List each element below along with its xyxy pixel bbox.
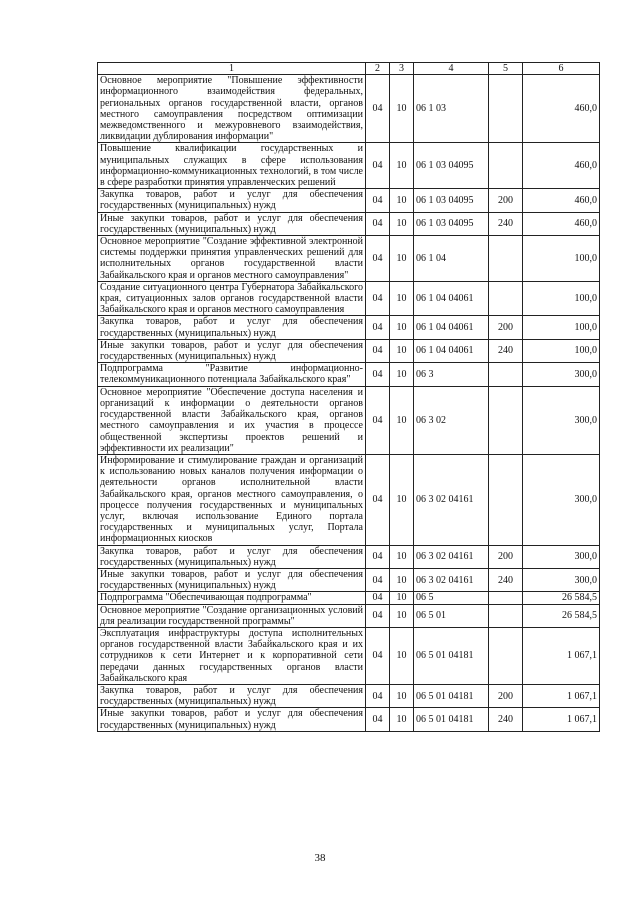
row-code-cell: 06 1 04 04061 [414,316,489,339]
table-body [98,75,600,732]
col-header-3: 3 [390,63,414,75]
row-type-cell: 200 [489,189,523,212]
row-section-cell: 04 [366,627,390,684]
header-row [98,63,600,75]
row-name-cell: Эксплуатация инфраструктуры доступа исполнительных органов государственной власти Забайкальского края и их сотрудников к сети Интернет и к корпоративной сети передачи данных государственных органов власти Забайкальского края [98,627,366,684]
row-amount-cell: 300,0 [523,568,600,591]
row-type-cell [489,363,523,386]
row-amount-cell: 460,0 [523,143,600,189]
table-row [98,454,600,545]
row-subsection-cell: 10 [390,212,414,235]
row-type-cell: 240 [489,568,523,591]
row-subsection-cell: 10 [390,189,414,212]
row-name-cell: Закупка товаров, работ и услуг для обеспечения государственных (муниципальных) нужд [98,684,366,707]
row-section-cell: 04 [366,143,390,189]
row-type-cell [489,627,523,684]
row-subsection-cell: 10 [390,708,414,731]
row-amount-cell: 300,0 [523,454,600,545]
row-subsection-cell: 10 [390,316,414,339]
col-header-5: 5 [489,63,523,75]
table-row [98,236,600,282]
row-section-cell: 04 [366,75,390,143]
row-amount-cell: 100,0 [523,339,600,362]
row-code-cell: 06 5 01 04181 [414,708,489,731]
col-header-6: 6 [523,63,600,75]
row-code-cell: 06 3 02 04161 [414,454,489,545]
row-subsection-cell: 10 [390,363,414,386]
row-subsection-cell: 10 [390,236,414,282]
table-row [98,627,600,684]
row-name-cell: Информирование и стимулирование граждан и организаций к использованию новых каналов получения информации о деятельности органов исполнительной власти Забайкальского края, органов местного самоуправления, о процессе получения государственных и муниципальных услуг, включая использование Единого портала государственных и муниципальных услуг, Портала информационных киосков [98,454,366,545]
row-name-cell: Иные закупки товаров, работ и услуг для обеспечения государственных (муниципальных) нужд [98,339,366,362]
row-section-cell: 04 [366,386,390,454]
row-name-cell: Создание ситуационного центра Губернатора Забайкальского края, ситуационных залов органов государственной власти Забайкальского края и органов местного самоуправления [98,281,366,316]
row-code-cell: 06 5 [414,592,489,604]
row-amount-cell: 460,0 [523,212,600,235]
row-amount-cell: 300,0 [523,386,600,454]
row-type-cell: 240 [489,212,523,235]
row-type-cell [489,386,523,454]
row-section-cell: 04 [366,568,390,591]
row-name-cell: Иные закупки товаров, работ и услуг для обеспечения государственных (муниципальных) нужд [98,708,366,731]
table-row [98,386,600,454]
row-code-cell: 06 3 02 [414,386,489,454]
col-header-2: 2 [366,63,390,75]
row-code-cell: 06 3 [414,363,489,386]
row-subsection-cell: 10 [390,684,414,707]
table-row [98,708,600,731]
row-section-cell: 04 [366,339,390,362]
row-type-cell [489,143,523,189]
row-type-cell [489,604,523,627]
row-amount-cell: 300,0 [523,363,600,386]
row-section-cell: 04 [366,708,390,731]
row-code-cell: 06 1 03 04095 [414,212,489,235]
row-amount-cell: 100,0 [523,316,600,339]
table-row [98,281,600,316]
row-name-cell: Иные закупки товаров, работ и услуг для обеспечения государственных (муниципальных) нужд [98,212,366,235]
table-row [98,189,600,212]
row-amount-cell: 1 067,1 [523,627,600,684]
row-code-cell: 06 1 03 04095 [414,143,489,189]
row-name-cell: Закупка товаров, работ и услуг для обеспечения государственных (муниципальных) нужд [98,189,366,212]
row-name-cell: Основное мероприятие "Обеспечение доступа населения и организаций к информации о деятельности органов государственной власти Забайкальского края, органов местного самоуправления и их участия в процессе общественной экспертизы проектов решений и эффективности их реализации" [98,386,366,454]
row-code-cell: 06 1 04 04061 [414,339,489,362]
row-code-cell: 06 5 01 04181 [414,684,489,707]
row-amount-cell: 460,0 [523,75,600,143]
row-subsection-cell: 10 [390,627,414,684]
row-amount-cell: 100,0 [523,281,600,316]
budget-table [97,62,600,732]
row-amount-cell: 1 067,1 [523,708,600,731]
row-type-cell: 240 [489,708,523,731]
row-code-cell: 06 3 02 04161 [414,568,489,591]
row-type-cell [489,592,523,604]
row-section-cell: 04 [366,545,390,568]
row-name-cell: Основное мероприятие "Создание организационных условий для реализации государственной программы" [98,604,366,627]
row-code-cell: 06 1 03 [414,75,489,143]
table-row [98,684,600,707]
row-subsection-cell: 10 [390,339,414,362]
row-section-cell: 04 [366,592,390,604]
row-section-cell: 04 [366,316,390,339]
table-row [98,545,600,568]
row-name-cell: Основное мероприятие "Повышение эффективности информационного взаимодействия федеральных, региональных органов государственной власти, органов местного самоуправления посредством оптимизации межведомственного и межуровневого взаимодействия, ликвидации дублирования информации" [98,75,366,143]
row-code-cell: 06 1 04 [414,236,489,282]
col-header-4: 4 [414,63,489,75]
row-section-cell: 04 [366,454,390,545]
table-row [98,363,600,386]
col-header-1: 1 [98,63,366,75]
row-section-cell: 04 [366,363,390,386]
row-type-cell: 200 [489,316,523,339]
row-code-cell: 06 1 03 04095 [414,189,489,212]
row-amount-cell: 1 067,1 [523,684,600,707]
table-row [98,568,600,591]
page-number: 38 [314,852,326,864]
row-code-cell: 06 5 01 04181 [414,627,489,684]
row-code-cell: 06 1 04 04061 [414,281,489,316]
row-section-cell: 04 [366,684,390,707]
table-row [98,604,600,627]
row-subsection-cell: 10 [390,454,414,545]
table-row [98,592,600,604]
row-type-cell [489,454,523,545]
table-row [98,143,600,189]
row-type-cell [489,236,523,282]
row-name-cell: Иные закупки товаров, работ и услуг для обеспечения государственных (муниципальных) нужд [98,568,366,591]
row-type-cell [489,75,523,143]
row-type-cell: 240 [489,339,523,362]
row-code-cell: 06 3 02 04161 [414,545,489,568]
row-subsection-cell: 10 [390,75,414,143]
row-amount-cell: 460,0 [523,189,600,212]
row-name-cell: Основное мероприятие "Создание эффективной электронной системы поддержки принятия управленческих решений для исполнительных органов государственной власти Забайкальского края и органов местного самоуправления" [98,236,366,282]
row-section-cell: 04 [366,236,390,282]
row-name-cell: Подпрограмма "Обеспечивающая подпрограмма" [98,592,366,604]
table-row [98,75,600,143]
row-subsection-cell: 10 [390,568,414,591]
row-type-cell: 200 [489,684,523,707]
table-row [98,316,600,339]
row-name-cell: Закупка товаров, работ и услуг для обеспечения государственных (муниципальных) нужд [98,545,366,568]
row-subsection-cell: 10 [390,545,414,568]
row-type-cell [489,281,523,316]
row-name-cell: Закупка товаров, работ и услуг для обеспечения государственных (муниципальных) нужд [98,316,366,339]
row-subsection-cell: 10 [390,592,414,604]
row-section-cell: 04 [366,604,390,627]
row-amount-cell: 300,0 [523,545,600,568]
row-name-cell: Подпрограмма "Развитие информационно-телекоммуникационного потенциала Забайкальского края" [98,363,366,386]
row-name-cell: Повышение квалификации государственных и муниципальных служащих в сфере использования информационно-коммуникационных технологий, в том числе в сфере разработки принятия управленческих решений [98,143,366,189]
row-subsection-cell: 10 [390,604,414,627]
row-subsection-cell: 10 [390,143,414,189]
table-row [98,212,600,235]
row-section-cell: 04 [366,212,390,235]
row-section-cell: 04 [366,281,390,316]
row-subsection-cell: 10 [390,281,414,316]
row-type-cell: 200 [489,545,523,568]
row-amount-cell: 100,0 [523,236,600,282]
row-amount-cell: 26 584,5 [523,592,600,604]
row-subsection-cell: 10 [390,386,414,454]
row-amount-cell: 26 584,5 [523,604,600,627]
row-section-cell: 04 [366,189,390,212]
row-code-cell: 06 5 01 [414,604,489,627]
table-row [98,339,600,362]
